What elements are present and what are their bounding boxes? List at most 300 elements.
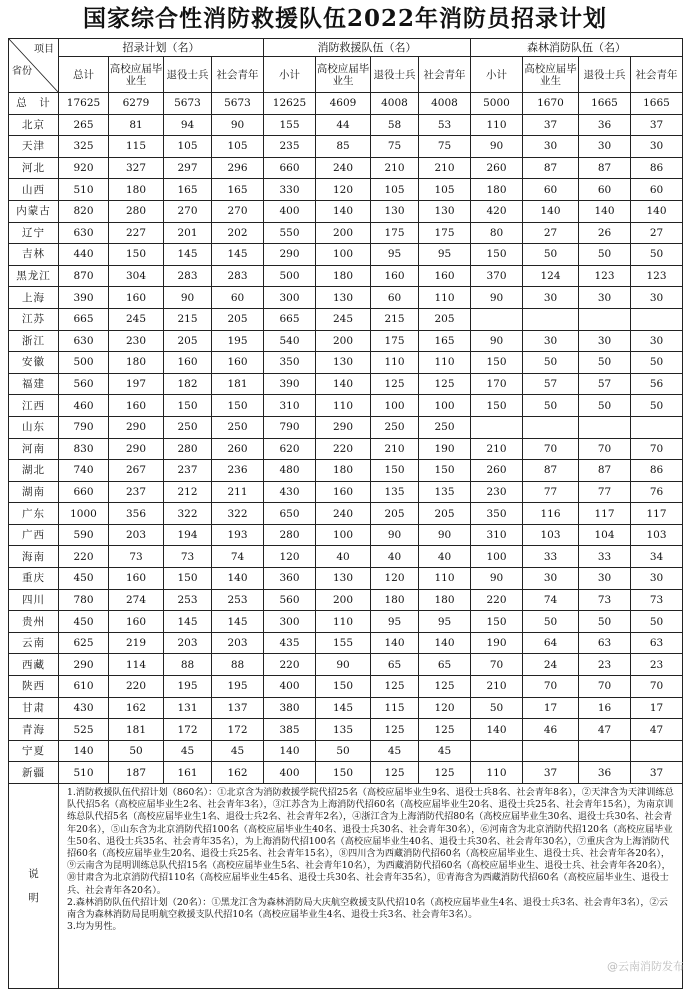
value-cell: 50	[579, 611, 631, 633]
value-cell: 630	[59, 222, 109, 244]
value-cell: 125	[371, 719, 419, 741]
value-cell	[523, 308, 579, 330]
value-cell: 253	[212, 589, 264, 611]
value-cell: 430	[264, 481, 316, 503]
value-cell: 181	[109, 719, 164, 741]
value-cell: 160	[164, 352, 212, 374]
province-cell: 上海	[9, 287, 59, 309]
province-cell: 重庆	[9, 568, 59, 590]
value-cell: 150	[471, 395, 523, 417]
value-cell: 88	[212, 654, 264, 676]
recruitment-table	[8, 38, 683, 989]
value-cell: 50	[471, 697, 523, 719]
province-cell: 四川	[9, 589, 59, 611]
value-cell: 175	[371, 330, 419, 352]
value-cell: 95	[371, 244, 419, 266]
value-cell: 90	[471, 287, 523, 309]
value-cell: 250	[164, 416, 212, 438]
value-cell: 180	[109, 179, 164, 201]
value-cell: 115	[371, 697, 419, 719]
value-cell: 202	[212, 222, 264, 244]
note-item: 1.消防救援队伍代招计划（860名）：①北京含为消防救援学院代招25名（高校应届毕业生9名、退役士兵8名、社会青年8名），②天津含为天津训练总队代招5名（高校应届毕业生2名、社会青年3名），③江苏含为上海消防代招60名（高校应届毕业生20名、退役士兵25名、社会青年15名），为南京训练总队代招5名（高校应届毕业生1名、退役士兵2名、社会青年2名），④浙江含为上海消防代招80名（高校应届毕业生30名、退役士兵30名、社会青年20名），⑤山东含为北京消防代招100名（高校应届毕业生40名、退役士兵30名、社会青年30名），⑥河南含为北京消防代招120名（高校应届毕业生50名、退役士兵35名、社会青年35名），为上海消防代招100名（高校应届毕业生40名、退役士兵30名、社会青年30名），⑦重庆含为上海消防代招60名（高校应届毕业生20名、退役士兵25名、社会青年15名），⑧四川含为西藏消防代招60名（高校应届毕业生、退役士兵、社会青年各20名），⑨云南含为昆明训练总队代招15名（高校应届毕业生5名、社会青年10名），为西藏消防代招60名（高校应届毕业生、退役士兵、社会青年各20名），⑩甘肃含为北京消防代招110名（高校应届毕业生45名、退役士兵30名、社会青年35名），⑪青海含为西藏消防代招60名（高校应届毕业生、退役士兵、社会青年各20名）。	[67, 787, 674, 896]
value-cell: 4008	[371, 93, 419, 115]
sub-header-graduates: 高校应届毕业生	[523, 57, 579, 93]
value-cell: 120	[419, 697, 471, 719]
value-cell: 50	[631, 611, 683, 633]
value-cell: 135	[419, 481, 471, 503]
value-cell: 172	[212, 719, 264, 741]
value-cell: 1000	[59, 503, 109, 525]
value-cell: 630	[59, 330, 109, 352]
value-cell: 450	[59, 611, 109, 633]
value-cell: 120	[371, 568, 419, 590]
value-cell: 60	[631, 179, 683, 201]
value-cell: 215	[371, 308, 419, 330]
value-cell: 100	[316, 524, 371, 546]
value-cell: 140	[59, 740, 109, 762]
sub-header-veterans: 退役士兵	[371, 57, 419, 93]
value-cell: 100	[316, 244, 371, 266]
value-cell: 260	[212, 438, 264, 460]
value-cell: 230	[471, 481, 523, 503]
value-cell: 17	[631, 697, 683, 719]
value-cell: 920	[59, 157, 109, 179]
value-cell: 283	[212, 265, 264, 287]
value-cell: 297	[164, 157, 212, 179]
value-cell: 253	[164, 589, 212, 611]
value-cell: 73	[579, 589, 631, 611]
province-cell: 江苏	[9, 308, 59, 330]
value-cell: 180	[316, 460, 371, 482]
sub-header-subtotal: 小计	[264, 57, 316, 93]
province-cell: 江西	[9, 395, 59, 417]
table-row	[9, 611, 683, 633]
value-cell: 235	[264, 136, 316, 158]
value-cell	[471, 308, 523, 330]
value-cell: 33	[579, 546, 631, 568]
total-row	[9, 93, 683, 115]
value-cell: 220	[264, 654, 316, 676]
value-cell: 525	[59, 719, 109, 741]
value-cell: 440	[59, 244, 109, 266]
table-row	[9, 308, 683, 330]
value-cell: 30	[523, 287, 579, 309]
value-cell: 50	[631, 395, 683, 417]
sub-header-youth: 社会青年	[212, 57, 264, 93]
value-cell: 50	[631, 244, 683, 266]
value-cell: 175	[419, 222, 471, 244]
value-cell: 63	[579, 632, 631, 654]
corner-label-province: 省份	[12, 66, 32, 77]
value-cell	[631, 308, 683, 330]
note-item: 3.均为男性。	[67, 921, 122, 933]
value-cell: 64	[523, 632, 579, 654]
value-cell: 390	[59, 287, 109, 309]
value-cell: 220	[471, 589, 523, 611]
value-cell: 30	[523, 136, 579, 158]
value-cell: 140	[471, 719, 523, 741]
value-cell: 150	[109, 244, 164, 266]
table-row	[9, 222, 683, 244]
value-cell: 110	[419, 352, 471, 374]
value-cell: 50	[523, 611, 579, 633]
value-cell: 65	[419, 654, 471, 676]
value-cell: 5000	[471, 93, 523, 115]
table-row	[9, 503, 683, 525]
value-cell	[579, 416, 631, 438]
value-cell: 74	[212, 546, 264, 568]
value-cell	[523, 416, 579, 438]
header-sub-row	[9, 57, 683, 93]
value-cell: 110	[471, 114, 523, 136]
value-cell: 135	[371, 481, 419, 503]
value-cell: 74	[523, 589, 579, 611]
value-cell: 40	[419, 546, 471, 568]
table-row	[9, 762, 683, 784]
value-cell: 60	[579, 179, 631, 201]
value-cell: 125	[371, 373, 419, 395]
value-cell: 30	[579, 568, 631, 590]
province-cell: 云南	[9, 632, 59, 654]
value-cell: 81	[109, 114, 164, 136]
value-cell: 310	[471, 524, 523, 546]
value-cell: 45	[164, 740, 212, 762]
value-cell: 80	[471, 222, 523, 244]
value-cell: 16	[579, 697, 631, 719]
value-cell: 50	[579, 244, 631, 266]
sub-header-youth: 社会青年	[419, 57, 471, 93]
value-cell: 125	[371, 762, 419, 784]
value-cell: 110	[371, 352, 419, 374]
value-cell: 540	[264, 330, 316, 352]
value-cell: 510	[59, 762, 109, 784]
value-cell: 270	[212, 200, 264, 222]
value-cell: 140	[316, 200, 371, 222]
value-cell: 550	[264, 222, 316, 244]
value-cell: 237	[109, 481, 164, 503]
value-cell: 155	[316, 632, 371, 654]
value-cell: 620	[264, 438, 316, 460]
value-cell: 212	[164, 481, 212, 503]
value-cell: 160	[316, 481, 371, 503]
value-cell: 135	[316, 719, 371, 741]
value-cell: 205	[419, 308, 471, 330]
value-cell: 90	[164, 287, 212, 309]
value-cell: 182	[164, 373, 212, 395]
value-cell: 50	[109, 740, 164, 762]
value-cell: 70	[631, 676, 683, 698]
value-cell: 290	[109, 438, 164, 460]
value-cell: 245	[316, 308, 371, 330]
value-cell: 325	[59, 136, 109, 158]
value-cell: 110	[316, 611, 371, 633]
value-cell: 211	[212, 481, 264, 503]
value-cell: 150	[316, 762, 371, 784]
value-cell: 57	[523, 373, 579, 395]
table-row	[9, 589, 683, 611]
value-cell: 150	[164, 395, 212, 417]
value-cell: 17625	[59, 93, 109, 115]
value-cell: 150	[471, 244, 523, 266]
value-cell: 90	[212, 114, 264, 136]
value-cell: 110	[419, 568, 471, 590]
table-row	[9, 157, 683, 179]
value-cell: 65	[371, 654, 419, 676]
value-cell: 350	[264, 352, 316, 374]
value-cell: 1665	[579, 93, 631, 115]
value-cell: 190	[471, 632, 523, 654]
value-cell: 250	[419, 416, 471, 438]
value-cell: 1665	[631, 93, 683, 115]
value-cell: 280	[264, 524, 316, 546]
value-cell: 480	[264, 460, 316, 482]
sub-header-total: 总计	[59, 57, 109, 93]
table-row	[9, 416, 683, 438]
value-cell: 200	[316, 330, 371, 352]
value-cell: 105	[419, 179, 471, 201]
value-cell: 50	[579, 352, 631, 374]
value-cell: 114	[109, 654, 164, 676]
value-cell: 58	[371, 114, 419, 136]
value-cell: 245	[109, 308, 164, 330]
province-cell: 安徽	[9, 352, 59, 374]
value-cell: 17	[523, 697, 579, 719]
table-row	[9, 395, 683, 417]
header-group-row	[9, 39, 683, 57]
value-cell: 155	[264, 114, 316, 136]
table-row	[9, 697, 683, 719]
value-cell: 116	[523, 503, 579, 525]
sub-header-subtotal: 小计	[471, 57, 523, 93]
value-cell: 220	[316, 438, 371, 460]
province-cell: 福建	[9, 373, 59, 395]
value-cell: 220	[59, 546, 109, 568]
value-cell: 200	[316, 222, 371, 244]
value-cell: 322	[164, 503, 212, 525]
province-cell: 山东	[9, 416, 59, 438]
value-cell: 145	[212, 244, 264, 266]
value-cell: 420	[471, 200, 523, 222]
value-cell: 6279	[109, 93, 164, 115]
value-cell: 310	[264, 395, 316, 417]
group-header-fire-rescue: 消防救援队伍（名）	[264, 39, 471, 57]
value-cell	[523, 740, 579, 762]
value-cell: 12625	[264, 93, 316, 115]
value-cell: 150	[316, 676, 371, 698]
value-cell: 100	[419, 395, 471, 417]
value-cell: 90	[371, 524, 419, 546]
value-cell: 180	[109, 352, 164, 374]
value-cell: 30	[579, 287, 631, 309]
value-cell: 290	[109, 416, 164, 438]
province-cell: 河南	[9, 438, 59, 460]
value-cell: 265	[59, 114, 109, 136]
value-cell: 430	[59, 697, 109, 719]
value-cell: 40	[371, 546, 419, 568]
value-cell: 23	[631, 654, 683, 676]
value-cell: 47	[579, 719, 631, 741]
value-cell: 400	[264, 676, 316, 698]
value-cell: 220	[109, 676, 164, 698]
value-cell: 160	[109, 611, 164, 633]
province-cell: 海南	[9, 546, 59, 568]
value-cell: 210	[471, 438, 523, 460]
value-cell: 140	[371, 632, 419, 654]
value-cell: 70	[523, 438, 579, 460]
value-cell: 120	[316, 179, 371, 201]
value-cell: 660	[59, 481, 109, 503]
value-cell: 205	[164, 330, 212, 352]
value-cell: 145	[164, 244, 212, 266]
notes-row	[9, 784, 683, 989]
value-cell: 117	[631, 503, 683, 525]
value-cell: 56	[631, 373, 683, 395]
value-cell: 24	[523, 654, 579, 676]
value-cell: 124	[523, 265, 579, 287]
value-cell: 130	[371, 200, 419, 222]
value-cell: 140	[212, 568, 264, 590]
sub-header-youth: 社会青年	[631, 57, 683, 93]
value-cell: 150	[471, 611, 523, 633]
value-cell: 73	[631, 589, 683, 611]
value-cell: 45	[212, 740, 264, 762]
value-cell: 830	[59, 438, 109, 460]
value-cell: 205	[419, 503, 471, 525]
value-cell	[579, 740, 631, 762]
table-row	[9, 719, 683, 741]
value-cell: 210	[371, 157, 419, 179]
value-cell: 77	[523, 481, 579, 503]
province-cell: 甘肃	[9, 697, 59, 719]
value-cell: 280	[164, 438, 212, 460]
value-cell: 77	[579, 481, 631, 503]
notes-label-char: 明	[28, 892, 39, 904]
value-cell: 165	[419, 330, 471, 352]
value-cell: 160	[212, 352, 264, 374]
value-cell: 219	[109, 632, 164, 654]
group-header-recruitment: 招录计划（名）	[59, 39, 264, 57]
table-row	[9, 373, 683, 395]
value-cell	[471, 740, 523, 762]
value-cell: 46	[523, 719, 579, 741]
value-cell: 145	[164, 611, 212, 633]
value-cell: 53	[419, 114, 471, 136]
value-cell: 105	[371, 179, 419, 201]
value-cell: 380	[264, 697, 316, 719]
table-row	[9, 114, 683, 136]
sub-header-veterans: 退役士兵	[164, 57, 212, 93]
value-cell: 123	[579, 265, 631, 287]
table-row	[9, 287, 683, 309]
value-cell: 94	[164, 114, 212, 136]
value-cell: 104	[579, 524, 631, 546]
value-cell: 73	[109, 546, 164, 568]
sub-header-graduates: 高校应届毕业生	[316, 57, 371, 93]
table-row	[9, 481, 683, 503]
value-cell: 210	[419, 157, 471, 179]
table-row	[9, 438, 683, 460]
table-row	[9, 330, 683, 352]
table-row	[9, 265, 683, 287]
province-cell: 广东	[9, 503, 59, 525]
value-cell: 137	[212, 697, 264, 719]
value-cell: 125	[419, 762, 471, 784]
value-cell: 150	[471, 352, 523, 374]
value-cell: 5673	[164, 93, 212, 115]
value-cell: 780	[59, 589, 109, 611]
value-cell: 75	[419, 136, 471, 158]
value-cell: 33	[523, 546, 579, 568]
value-cell: 150	[164, 568, 212, 590]
value-cell: 160	[419, 265, 471, 287]
value-cell: 140	[523, 200, 579, 222]
table-row	[9, 136, 683, 158]
value-cell: 123	[631, 265, 683, 287]
notes-label	[9, 784, 59, 989]
value-cell: 203	[109, 524, 164, 546]
value-cell: 500	[264, 265, 316, 287]
value-cell: 44	[316, 114, 371, 136]
value-cell: 267	[109, 460, 164, 482]
value-cell: 50	[523, 395, 579, 417]
value-cell: 30	[523, 568, 579, 590]
value-cell	[631, 416, 683, 438]
corner-label-item: 项目	[34, 44, 54, 55]
value-cell: 90	[316, 654, 371, 676]
province-cell: 新疆	[9, 762, 59, 784]
notes-label-char: 说	[28, 868, 39, 880]
value-cell: 205	[371, 503, 419, 525]
value-cell: 790	[59, 416, 109, 438]
value-cell: 370	[471, 265, 523, 287]
value-cell: 30	[631, 287, 683, 309]
value-cell: 26	[579, 222, 631, 244]
value-cell: 175	[371, 222, 419, 244]
value-cell: 250	[371, 416, 419, 438]
value-cell: 90	[471, 330, 523, 352]
value-cell: 100	[371, 395, 419, 417]
value-cell: 560	[264, 589, 316, 611]
province-cell: 天津	[9, 136, 59, 158]
value-cell: 27	[523, 222, 579, 244]
value-cell: 625	[59, 632, 109, 654]
value-cell: 150	[212, 395, 264, 417]
value-cell: 160	[109, 568, 164, 590]
table-row	[9, 568, 683, 590]
province-cell: 山西	[9, 179, 59, 201]
value-cell: 140	[631, 200, 683, 222]
value-cell: 660	[264, 157, 316, 179]
value-cell	[631, 740, 683, 762]
value-cell: 250	[212, 416, 264, 438]
sub-header-graduates: 高校应届毕业生	[109, 57, 164, 93]
province-cell: 辽宁	[9, 222, 59, 244]
value-cell: 47	[631, 719, 683, 741]
province-cell: 湖北	[9, 460, 59, 482]
value-cell: 87	[523, 157, 579, 179]
value-cell: 50	[579, 395, 631, 417]
value-cell: 30	[631, 568, 683, 590]
province-cell: 宁夏	[9, 740, 59, 762]
value-cell: 500	[59, 352, 109, 374]
value-cell: 200	[316, 589, 371, 611]
notes-text	[59, 784, 683, 989]
value-cell: 240	[316, 157, 371, 179]
value-cell: 37	[523, 762, 579, 784]
value-cell: 260	[471, 460, 523, 482]
value-cell: 30	[631, 136, 683, 158]
value-cell: 85	[316, 136, 371, 158]
